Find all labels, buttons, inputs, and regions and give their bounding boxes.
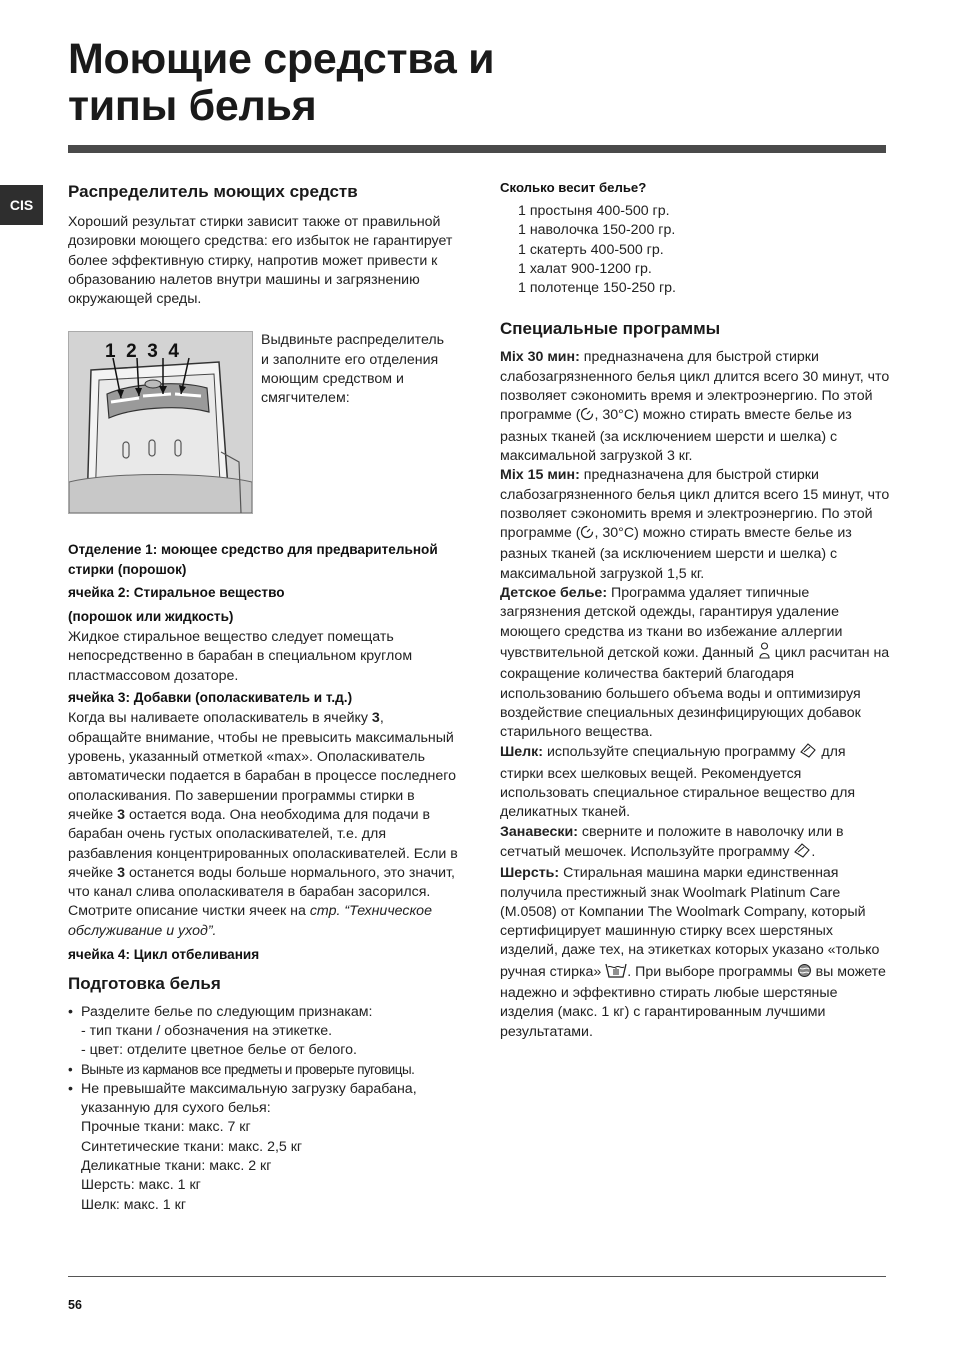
weights-list bbox=[518, 202, 890, 298]
hand-wash-icon bbox=[605, 961, 627, 984]
cell-3-text bbox=[68, 709, 458, 941]
cell-3-number: 3 bbox=[117, 806, 125, 823]
program-curtains bbox=[500, 823, 890, 865]
cell-3-number: 3 bbox=[117, 864, 125, 881]
title-divider bbox=[68, 145, 886, 153]
sort-by-color: - цвет: отделите цветное белье от белого. bbox=[81, 1042, 357, 1059]
weight-item: 1 наволочка 150-200 гр. bbox=[518, 222, 676, 239]
weights-heading: Сколько весит белье? bbox=[500, 180, 647, 195]
page-number: 56 bbox=[68, 1298, 82, 1312]
quick-wash-icon bbox=[580, 525, 594, 545]
program-text: , 30°C) можно стирать вместе белье из разных тканей (за исключением шерсти и шелка) с максимальной загрузкой 1,5 кг. bbox=[500, 525, 852, 582]
baby-icon bbox=[758, 642, 771, 665]
program-label: Шерсть: bbox=[500, 865, 560, 882]
program-label: Шелк: bbox=[500, 744, 543, 761]
quick-wash-icon bbox=[580, 407, 594, 427]
dispenser-intro: Хороший результат стирки зависит также от правильной дозировки моющего средства: его избыток не гарантирует более эффективную стирку, напротив может привести к образованию налетов внутри машины и загрязнению окружающей среды. bbox=[68, 214, 453, 308]
program-label: Mix 15 мин: bbox=[500, 467, 580, 484]
program-text: . При выборе программы bbox=[627, 963, 793, 980]
cell-4-heading: ячейка 4: Цикл отбеливания bbox=[68, 947, 260, 963]
cell-3-text-part: остается вода. Она необходима для подачи в барабан очень густых ополаскивателей, т.е. для разбавления концентрированных ополаскивателей. Если в ячейке bbox=[68, 806, 458, 881]
load-item: Прочные ткани: макс. 7 кг bbox=[81, 1119, 251, 1136]
page-title bbox=[68, 36, 494, 130]
weight-item: 1 халат 900-1200 гр. bbox=[518, 260, 652, 277]
cell-3-heading: ячейка 3: Добавки (ополаскиватель и т.д.) bbox=[68, 689, 353, 705]
load-item: Деликатные ткани: макс. 2 кг bbox=[81, 1157, 272, 1174]
figure-label-4: 4 bbox=[168, 341, 179, 363]
program-text: Стиральная машина марки единственная получила престижный знак Woolmark Platinum Care (M.0508) от Компании The Woolmark Company, который сертифицирует машинную стирку всех шерстяных изделий, даже тех, на этикетках которых указано «только ручная стирка» bbox=[500, 865, 880, 980]
maintenance-reference: стр. “Техническое обслуживание и уход”. bbox=[68, 903, 432, 939]
program-label: Детское белье: bbox=[500, 585, 608, 602]
cell-3-text-part: останется воды больше нормального, это значит, что канал слива ополаскивателя в барабан засорился. Смотрите описание чистки ячеек на bbox=[68, 864, 455, 920]
left-column bbox=[68, 178, 458, 1215]
cell-2-heading-line-2: (порошок или жидкость) bbox=[68, 608, 234, 624]
weight-item: 1 простыня 400-500 гр. bbox=[518, 203, 670, 219]
figure-label-1: 1 bbox=[105, 341, 116, 363]
cell-2-text: Жидкое стиральное вещество следует помещать непосредственно в барабан в специальном круглом пластмассовом дозаторе. bbox=[68, 629, 413, 684]
special-programs-heading: Специальные программы bbox=[500, 319, 721, 339]
program-text: . bbox=[811, 843, 816, 860]
sort-by-fabric: - тип ткани / обозначения на этикетке. bbox=[81, 1022, 333, 1039]
right-column bbox=[500, 178, 890, 1042]
program-text: вы можете надежно и эффективно стирать любые шерстяные изделия (макс. 1 кг) с гарантированным лучшими результатами. bbox=[500, 963, 886, 1040]
program-baby bbox=[500, 584, 890, 742]
dispenser-figure bbox=[68, 331, 253, 514]
load-item: Шерсть: макс. 1 кг bbox=[81, 1177, 201, 1194]
program-text: предназначена для быстрой стирки слабозагрязненного белья цикл длится всего 30 минут, что позволяет сэкономить время и электроэнергию. По этой программе ( bbox=[500, 349, 890, 424]
dispenser-figure-row bbox=[68, 331, 458, 514]
program-text: цикл расчитан на сокращение количества бактерий благодаря использованию большего объема воды и оптимизируя воздействие специальных дезинфицирующих добавок старильного вещества. bbox=[500, 644, 890, 741]
program-silk bbox=[500, 742, 890, 822]
silk-icon bbox=[799, 742, 817, 764]
figure-label-3: 3 bbox=[147, 341, 158, 363]
wool-icon bbox=[797, 963, 812, 984]
program-wool bbox=[500, 864, 890, 1042]
compartment-1-heading: Отделение 1: моющее средство для предварительной стирки (порошок) bbox=[68, 542, 438, 577]
figure-caption: Выдвиньте распределитель и заполните его отделения моющим средством и смягчителем: bbox=[261, 332, 445, 407]
program-text: , 30°C) можно стирать вместе белье из разных тканей (за исключением шерсти и шелка) с максимальной загрузкой 3 кг. bbox=[500, 407, 852, 464]
figure-label-2: 2 bbox=[126, 341, 137, 363]
silk-icon bbox=[793, 842, 811, 864]
list-item bbox=[68, 1080, 458, 1215]
special-programs-text bbox=[500, 348, 890, 1041]
program-text: Программа удаляет типичные загрязнения детской одежды, гарантируя удаление моющего средства из ткани во избежание аллергии чувствительной детской кожи. Данный bbox=[500, 585, 843, 661]
program-text: для стирки всех шелковых вещей. Рекомендуется использовать специальное стиральное вещество для деликатных тканей. bbox=[500, 744, 856, 821]
program-label: Mix 30 мин: bbox=[500, 349, 580, 366]
cell-3-number: 3 bbox=[371, 710, 380, 727]
preparation-list bbox=[68, 1003, 458, 1215]
program-mix30 bbox=[500, 348, 890, 466]
program-text: предназначена для быстрой стирки слабозагрязненного белья цикл длится всего 15 минут, что позволяет сэкономить время и электроэнергию. По этой программе ( bbox=[500, 467, 890, 542]
dispenser-heading: Распределитель моющих средств bbox=[68, 182, 358, 201]
program-text: используйте специальную программу bbox=[546, 744, 796, 761]
figure-labels bbox=[105, 342, 179, 362]
weight-item: 1 скатерть 400-500 гр. bbox=[518, 241, 664, 258]
program-text: сверните и положите в наволочку или в сетчатый мешочек. Используйте программу bbox=[500, 823, 844, 860]
max-load-instruction: • Не превышайте максимальную загрузку барабана, указанную для сухого белья: bbox=[81, 1080, 417, 1117]
cell-3-text-part: Когда вы наливаете ополаскиватель в ячейку bbox=[68, 710, 368, 727]
preparation-heading: Подготовка белья bbox=[68, 973, 221, 993]
load-item: Шелк: макс. 1 кг bbox=[81, 1196, 186, 1213]
language-tab: CIS bbox=[0, 185, 43, 225]
cell-3-text-part: , обращайте внимание, чтобы не превысить максимальный уровень, указанный отметкой «max». Ополаскиватель автоматически подается в барабан в процессе последнего ополаскивания. По завершении программы стирки в ячейке bbox=[68, 710, 456, 823]
load-item: Синтетические ткани: макс. 2,5 кг bbox=[81, 1138, 303, 1155]
list-item: • Выньте из карманов все предметы и проверьте пуговицы. bbox=[68, 1060, 458, 1079]
program-mix15 bbox=[500, 466, 890, 584]
list-item bbox=[68, 1003, 458, 1061]
weight-item: 1 полотенце 150-250 гр. bbox=[518, 280, 676, 297]
page-title-line-2: типы белья bbox=[68, 82, 317, 130]
page-title-line-1: Моющие средства и bbox=[68, 35, 495, 83]
sort-instruction: • Разделите белье по следующим признакам: bbox=[81, 1003, 373, 1020]
footer-divider bbox=[68, 1276, 886, 1277]
program-label: Занавески: bbox=[500, 823, 578, 840]
cell-2-heading-line-1: ячейка 2: Стиральное вещество bbox=[68, 585, 285, 601]
